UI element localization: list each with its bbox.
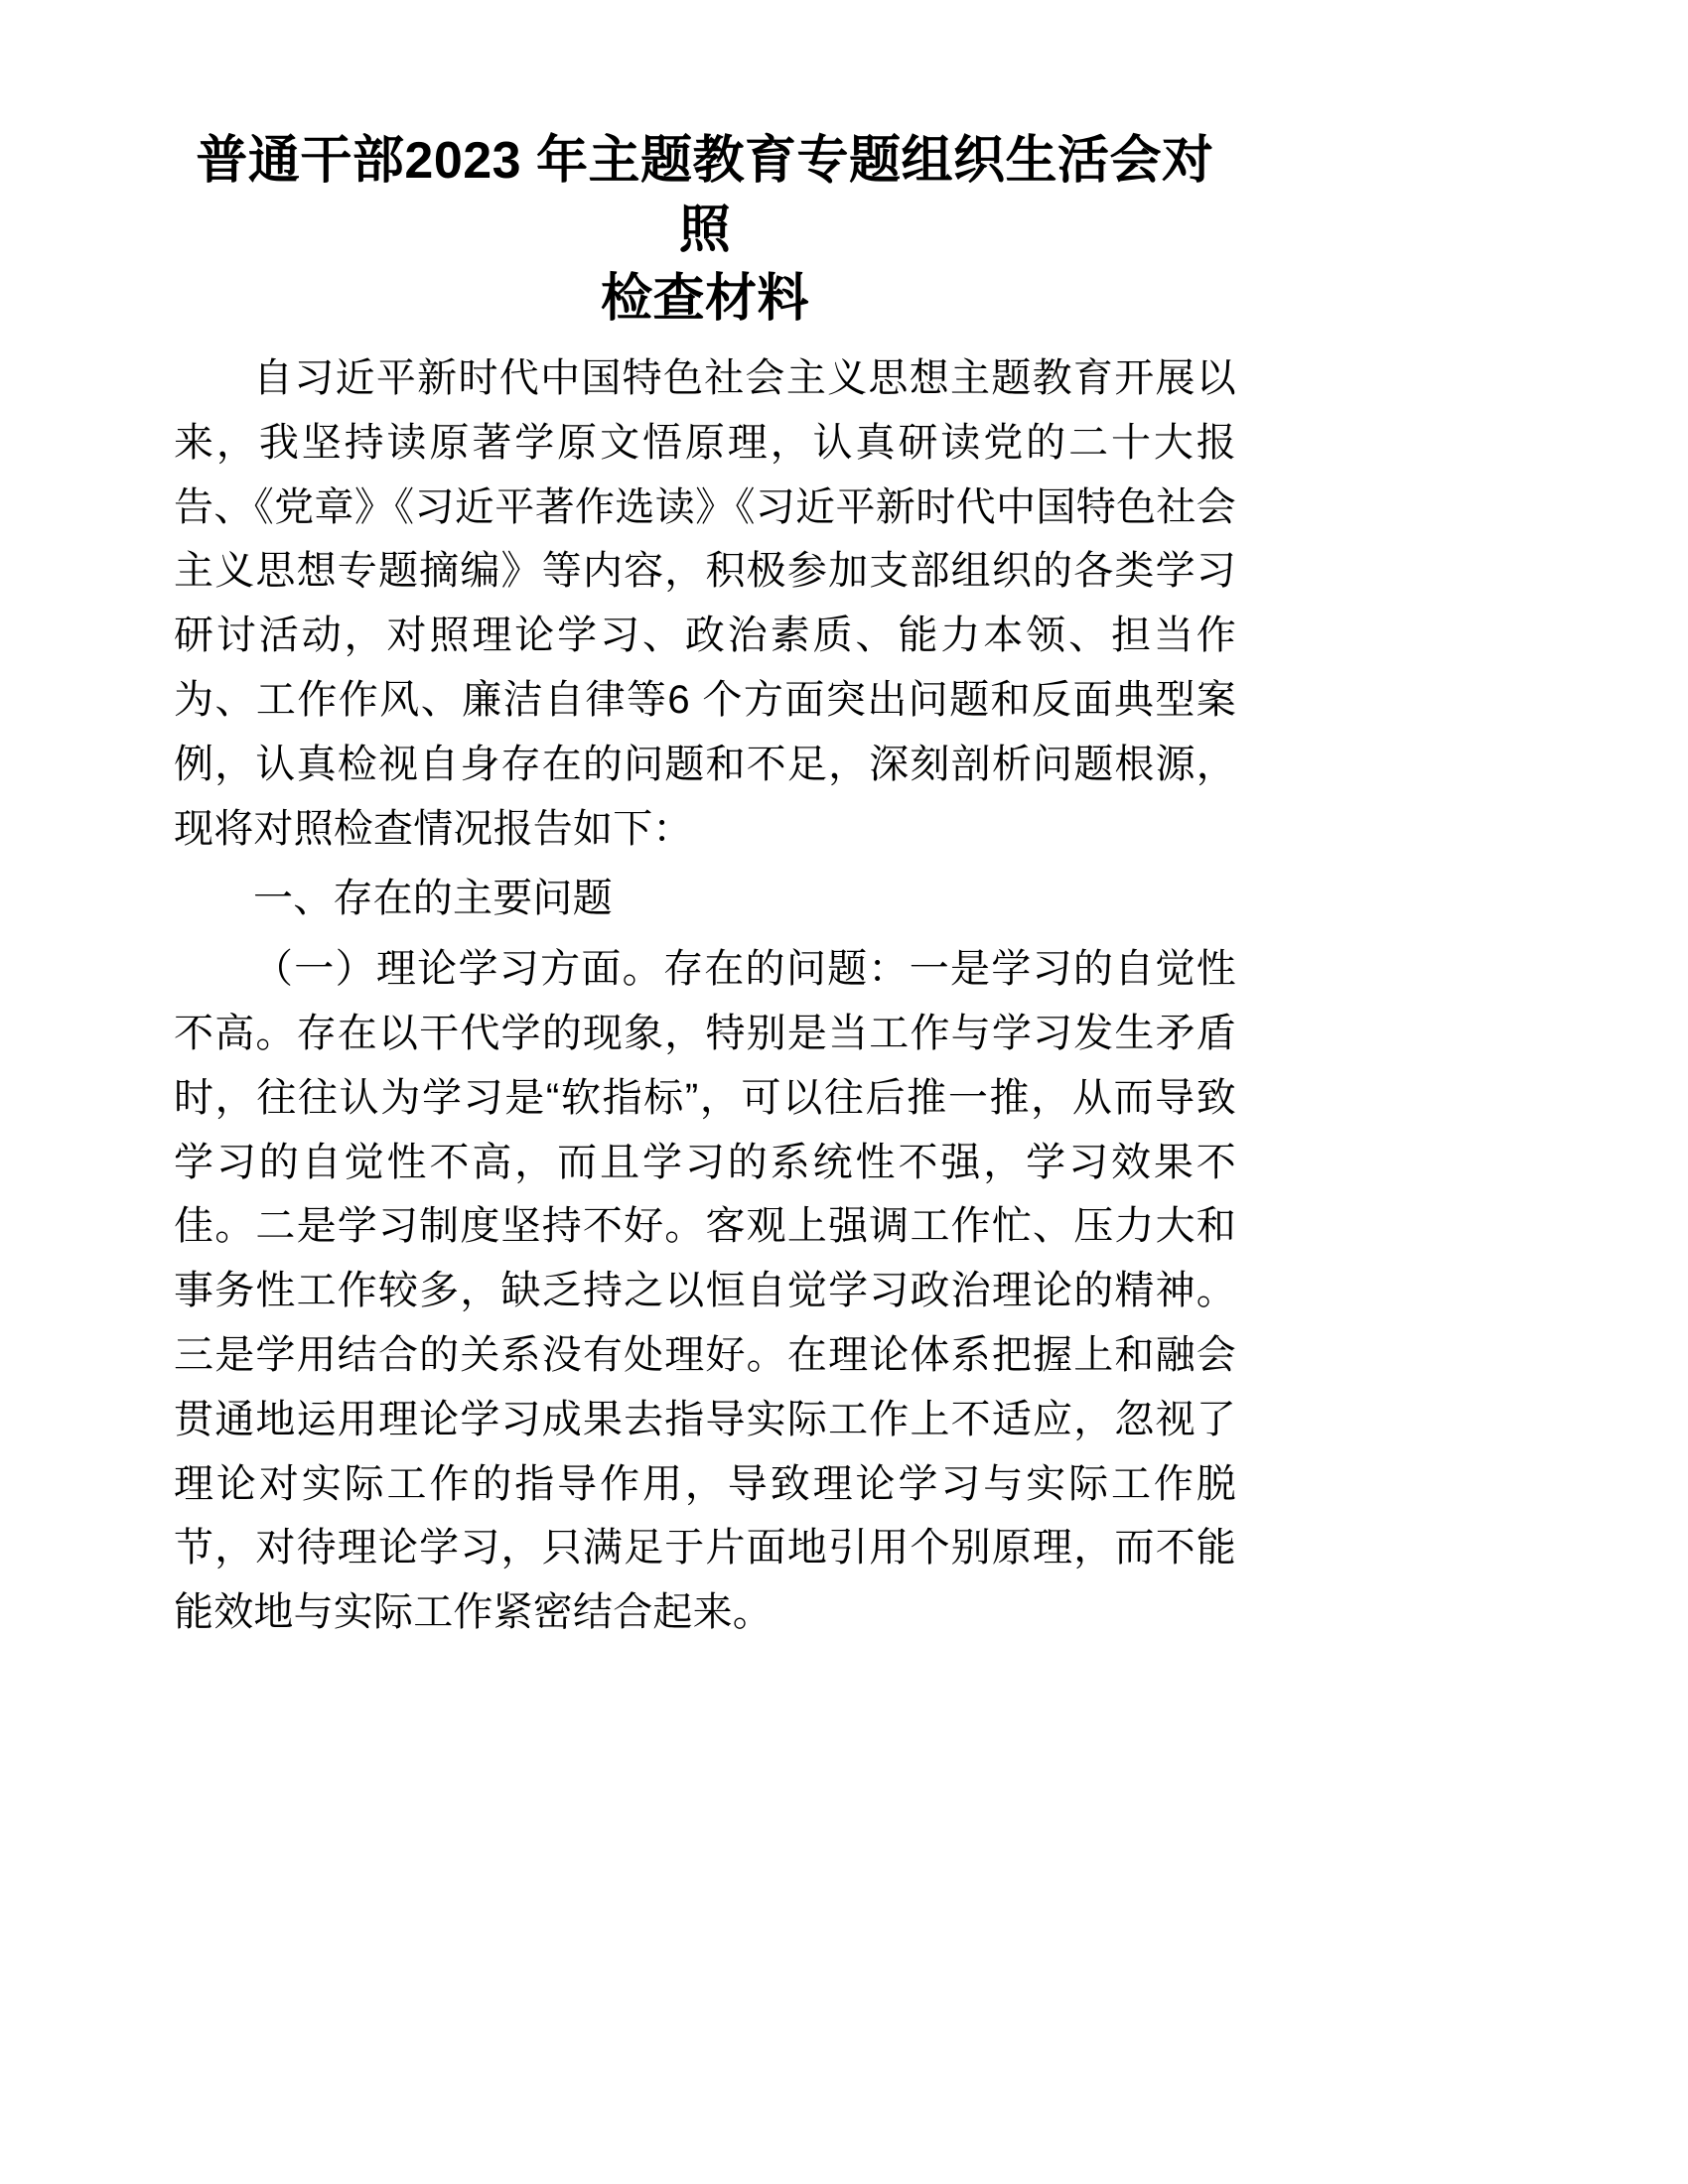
subsection-theory-study-paragraph: （一）理论学习方面。存在的问题：一是学习的自觉性不高。存在以干代学的现象，特别是当工作与学习发生矛盾时，往往认为学习是“软指标”，可以往后推一推，从而导致学习的自觉性不高，而且学习的系统性不强，学习效果不佳。二是学习制度坚持不好。客观上强调工作忙、压力大和事务性工作较多，缺乏持之以恒自觉学习政治理论的精神。三是学用结合的关系没有处理好。在理论体系把握上和融会贯通地运用理论学习成果去指导实际工作上不适应，忽视了理论对实际工作的指导作用，导致理论学习与实际工作脱节，对待理论学习，只满足于片面地引用个别原理，而不能能效地与实际工作紧密结合起来。 bbox=[174, 947, 1236, 1635]
section-heading-existing-problems: 一、存在的主要问题 bbox=[253, 877, 613, 921]
page-title-line-1: 普通干部2023 年主题教育专题组织生活会对照 bbox=[196, 132, 1214, 259]
intro-paragraph: 自习近平新时代中国特色社会主义思想主题教育开展以来，我坚持读原著学原文悟原理，认真研读党的二十大报告、《党章》《习近平著作选读》《习近平新时代中国特色社会主义思想专题摘编》等内容，积极参加支部组织的各类学习研讨活动，对照理论学习、政治素质、能力本领、担当作为、工作作风、廉洁自律等6 个方面突出问题和反面典型案例，认真检视自身存在的问题和不足，深刻剖析问题根源，现将对照检查情况报告如下： bbox=[174, 356, 1236, 851]
document-content bbox=[174, 127, 1236, 1645]
page-title bbox=[174, 127, 1236, 335]
page-title-line-2: 检查材料 bbox=[600, 270, 809, 329]
